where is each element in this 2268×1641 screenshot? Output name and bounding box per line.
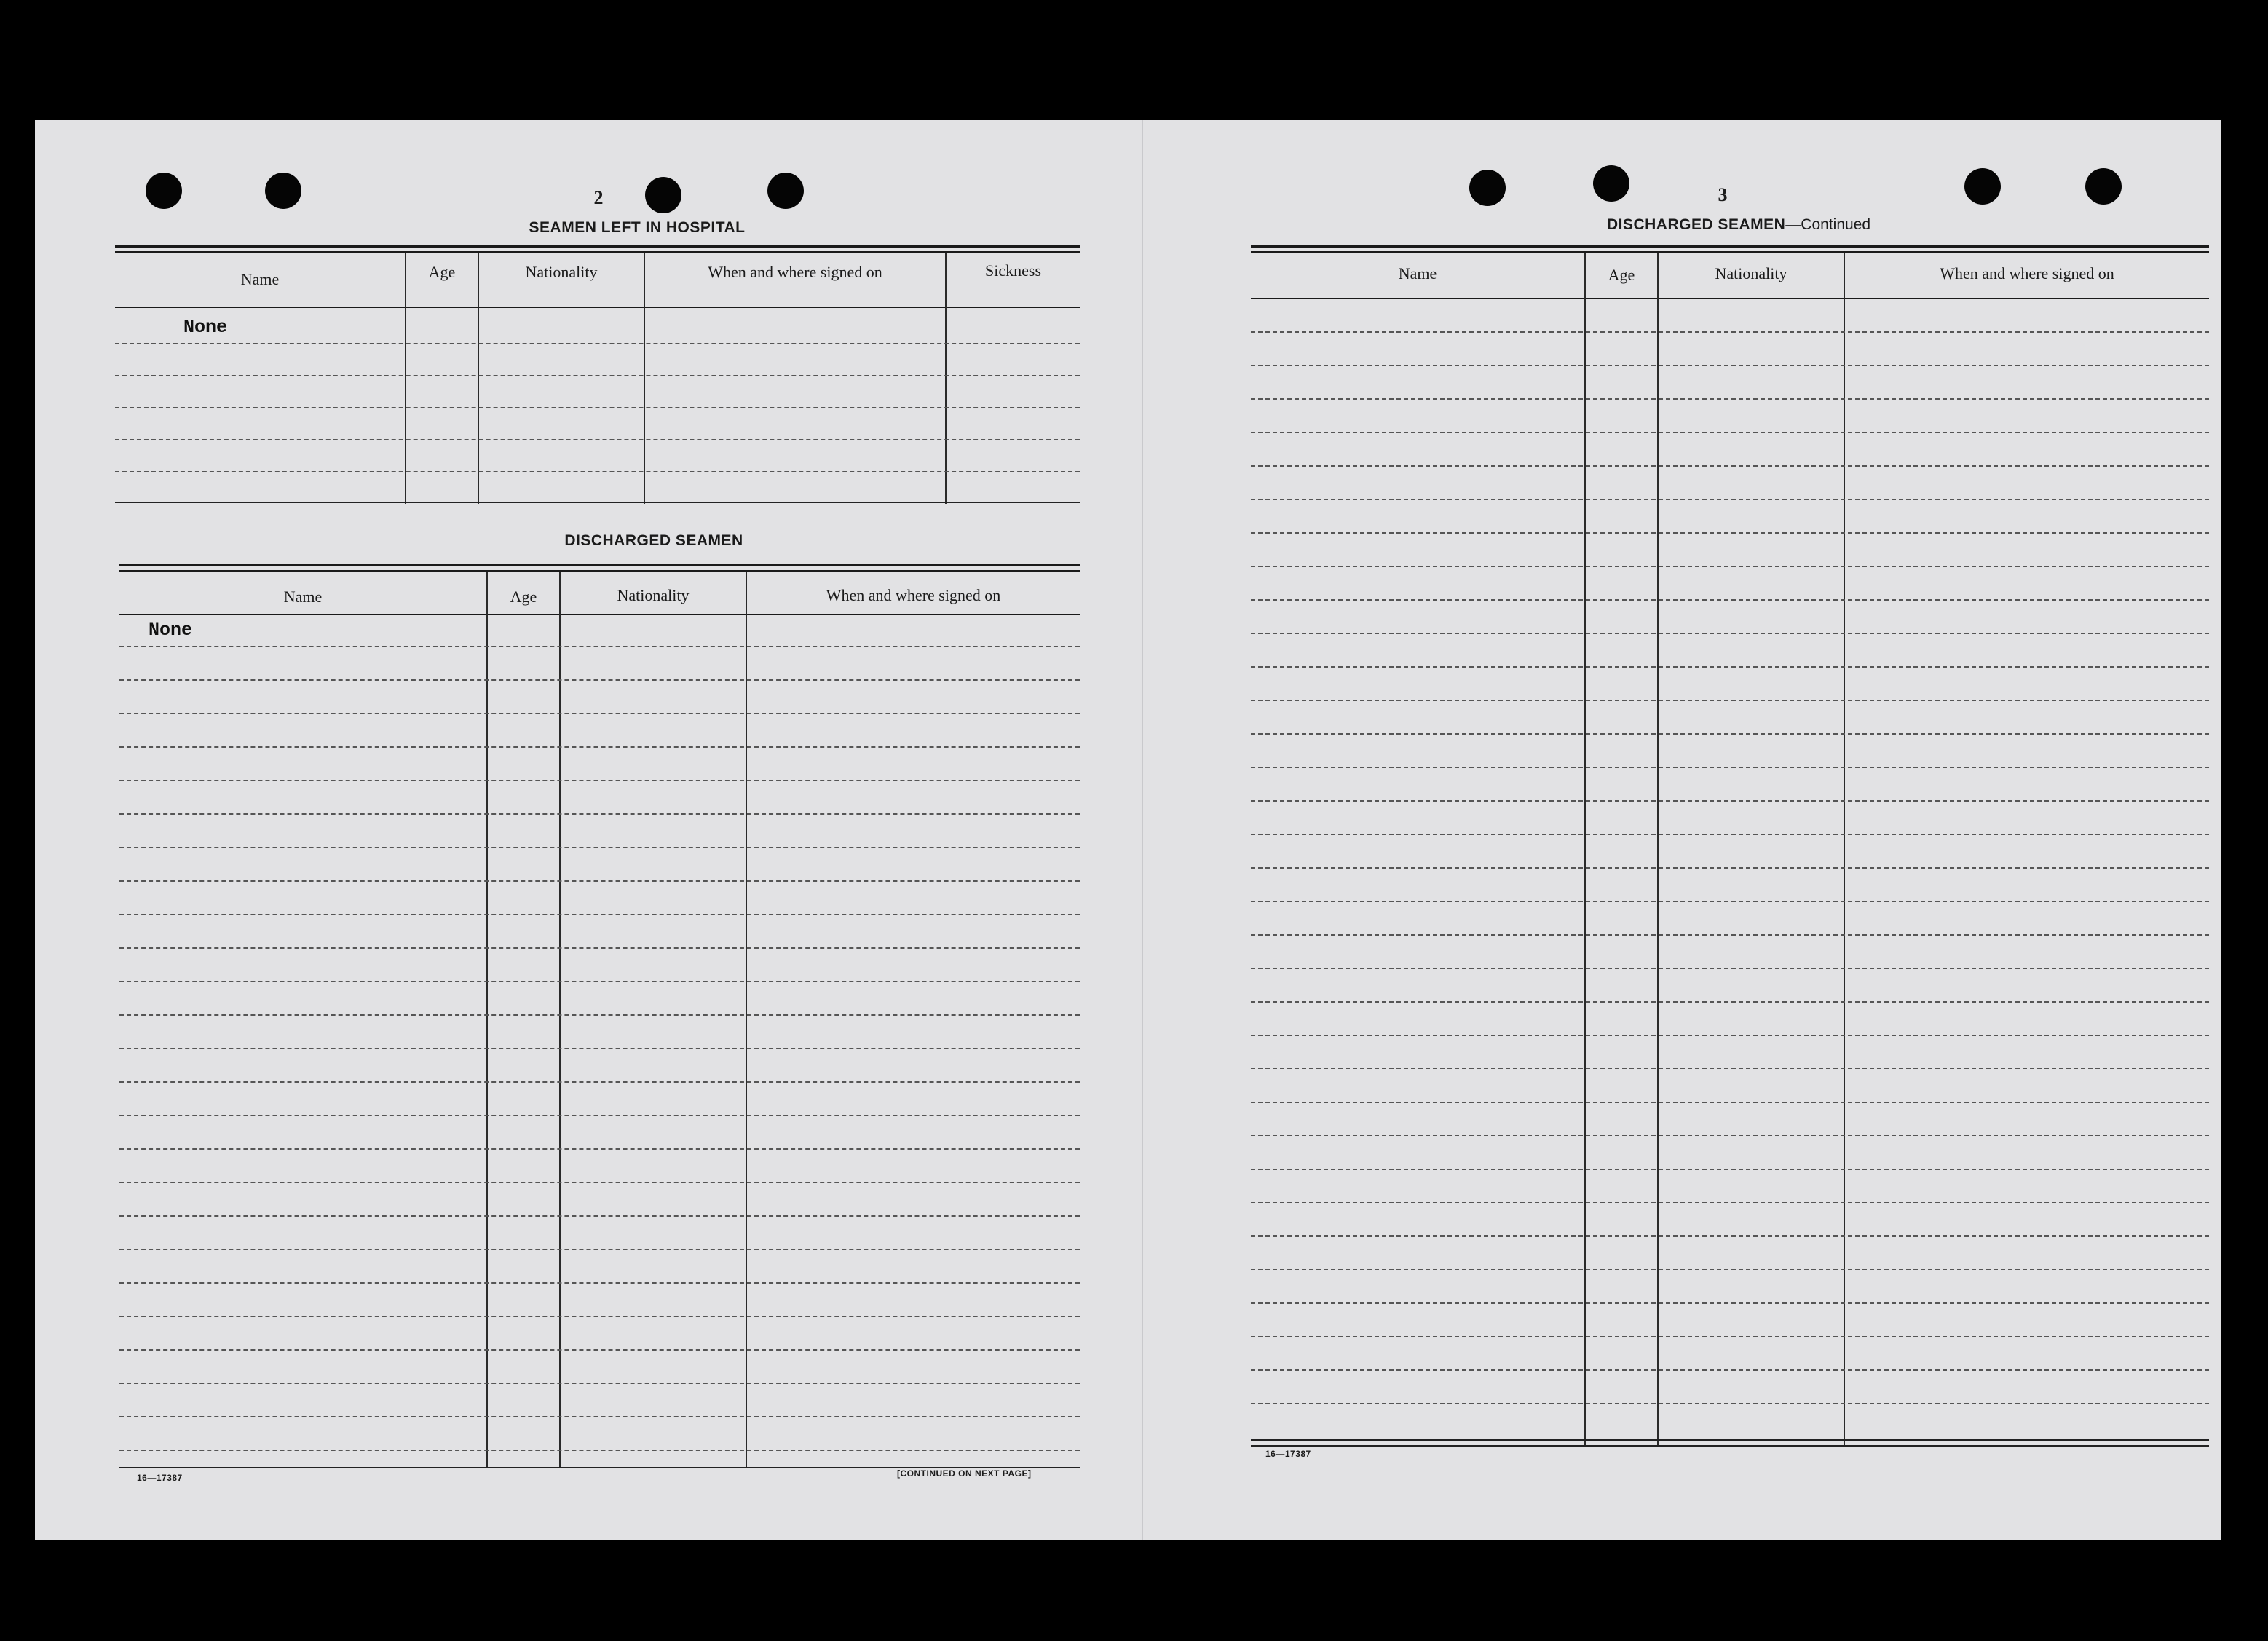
page-number: 2 [593, 187, 604, 208]
row-rule [1251, 901, 2209, 902]
hospital-entry-none: None [183, 317, 228, 338]
table-top-rule [1251, 251, 2209, 253]
row-rule [1251, 1336, 2209, 1337]
row-rule [1251, 1035, 2209, 1036]
discharged-entry-none: None [149, 620, 193, 641]
row-rule [119, 847, 1080, 848]
row-rule [119, 1081, 1080, 1083]
page-number: 3 [1718, 184, 1728, 205]
table-top-rule [1251, 245, 2209, 248]
row-rule [119, 1349, 1080, 1351]
row-rule [119, 713, 1080, 714]
column-header-age: Age [1608, 266, 1635, 284]
column-header-nationality: Nationality [617, 586, 690, 604]
row-rule [1251, 532, 2209, 534]
row-rule [1251, 700, 2209, 701]
column-header-name: Name [240, 270, 280, 288]
punch-hole [1593, 165, 1629, 202]
row-rule [1251, 566, 2209, 567]
row-rule [1251, 398, 2209, 400]
scanned-form-spread [35, 120, 2221, 1540]
punch-hole [645, 177, 681, 213]
hospital-section-title: SEAMEN LEFT IN HOSPITAL [529, 219, 746, 236]
column-header-name: Name [1398, 264, 1437, 282]
punch-hole [2085, 168, 2122, 205]
row-rule [1251, 1369, 2209, 1371]
row-rule [115, 439, 1080, 440]
discharged-section-title: DISCHARGED SEAMEN [564, 532, 743, 549]
row-rule [119, 1115, 1080, 1116]
column-header-signed-on: When and where signed on [708, 263, 882, 281]
table-header-rule [119, 614, 1080, 615]
column-divider [486, 572, 488, 1467]
row-rule [1251, 934, 2209, 936]
row-rule [1251, 834, 2209, 835]
punch-hole [767, 173, 804, 209]
row-rule [115, 343, 1080, 344]
row-rule [1251, 1202, 2209, 1203]
punch-hole [265, 173, 301, 209]
discharged-table [119, 564, 1080, 1591]
row-rule [119, 746, 1080, 748]
column-header-signed-on: When and where signed on [826, 586, 1001, 604]
continued-suffix: —Continued [1785, 216, 1871, 233]
column-divider [945, 253, 947, 504]
row-rule [1251, 599, 2209, 601]
row-rule [1251, 633, 2209, 634]
row-rule [1251, 1068, 2209, 1069]
row-rule [1251, 1235, 2209, 1237]
column-divider [478, 253, 479, 504]
row-rule [119, 1182, 1080, 1183]
row-rule [1251, 968, 2209, 969]
row-rule [119, 1249, 1080, 1250]
form-number: 16—17387 [137, 1473, 183, 1483]
row-rule [1251, 1269, 2209, 1270]
row-rule [1251, 499, 2209, 500]
column-divider [746, 572, 747, 1467]
row-rule [119, 914, 1080, 915]
punch-hole [1964, 168, 2001, 205]
row-rule [119, 1450, 1080, 1451]
row-rule [1251, 1135, 2209, 1136]
column-header-signed-on: When and where signed on [1940, 264, 2114, 282]
column-header-age: Age [510, 588, 537, 606]
row-rule [1251, 666, 2209, 668]
column-header-sickness: Sickness [985, 261, 1041, 280]
column-divider [559, 572, 561, 1467]
table-header-rule [115, 307, 1080, 308]
row-rule [119, 1416, 1080, 1417]
row-rule [1251, 1001, 2209, 1003]
table-bottom-rule [1251, 1445, 2209, 1447]
row-rule [119, 813, 1080, 815]
row-rule [1251, 1169, 2209, 1170]
column-divider [405, 253, 406, 504]
table-top-rule [119, 564, 1080, 566]
row-rule [1251, 365, 2209, 366]
row-rule [1251, 1102, 2209, 1103]
table-bottom-rule [115, 502, 1080, 503]
column-header-age: Age [428, 263, 456, 281]
row-rule [115, 407, 1080, 408]
row-rule [1251, 1403, 2209, 1404]
row-rule [119, 1215, 1080, 1217]
punch-hole [146, 173, 182, 209]
row-rule [115, 375, 1080, 376]
table-top-rule [115, 245, 1080, 248]
row-rule [1251, 767, 2209, 768]
row-rule [1251, 800, 2209, 802]
right-page [1142, 120, 2221, 1540]
column-header-nationality: Nationality [1715, 264, 1787, 282]
discharged-continued-title-text: DISCHARGED SEAMEN [1606, 216, 1786, 233]
column-header-name: Name [283, 588, 323, 606]
continued-note: [CONTINUED ON NEXT PAGE] [897, 1468, 1032, 1479]
row-rule [1251, 465, 2209, 467]
row-rule [115, 471, 1080, 472]
punch-hole [1469, 170, 1506, 206]
row-rule [1251, 1302, 2209, 1304]
column-divider [644, 253, 645, 504]
row-rule [119, 1014, 1080, 1016]
row-rule [119, 1282, 1080, 1284]
table-header-rule [1251, 298, 2209, 299]
discharged-continued-title [1535, 216, 1943, 234]
form-number: 16—17387 [1265, 1449, 1311, 1459]
column-header-nationality: Nationality [525, 263, 598, 281]
row-rule [119, 981, 1080, 982]
row-rule [1251, 867, 2209, 869]
row-rule [119, 947, 1080, 949]
table-top-rule [115, 251, 1080, 253]
table-top-rule [119, 570, 1080, 572]
row-rule [119, 1383, 1080, 1384]
discharged-continued-table [1251, 245, 2209, 1454]
row-rule [119, 679, 1080, 681]
left-page [35, 120, 1142, 1540]
row-rule [119, 1048, 1080, 1049]
row-rule [119, 780, 1080, 781]
row-rule [119, 1316, 1080, 1317]
table-bottom-rule [1251, 1439, 2209, 1441]
row-rule [1251, 331, 2209, 333]
hospital-table [115, 245, 1080, 507]
row-rule [1251, 733, 2209, 735]
row-rule [1251, 432, 2209, 433]
row-rule [119, 880, 1080, 882]
row-rule [119, 646, 1080, 647]
row-rule [119, 1148, 1080, 1150]
